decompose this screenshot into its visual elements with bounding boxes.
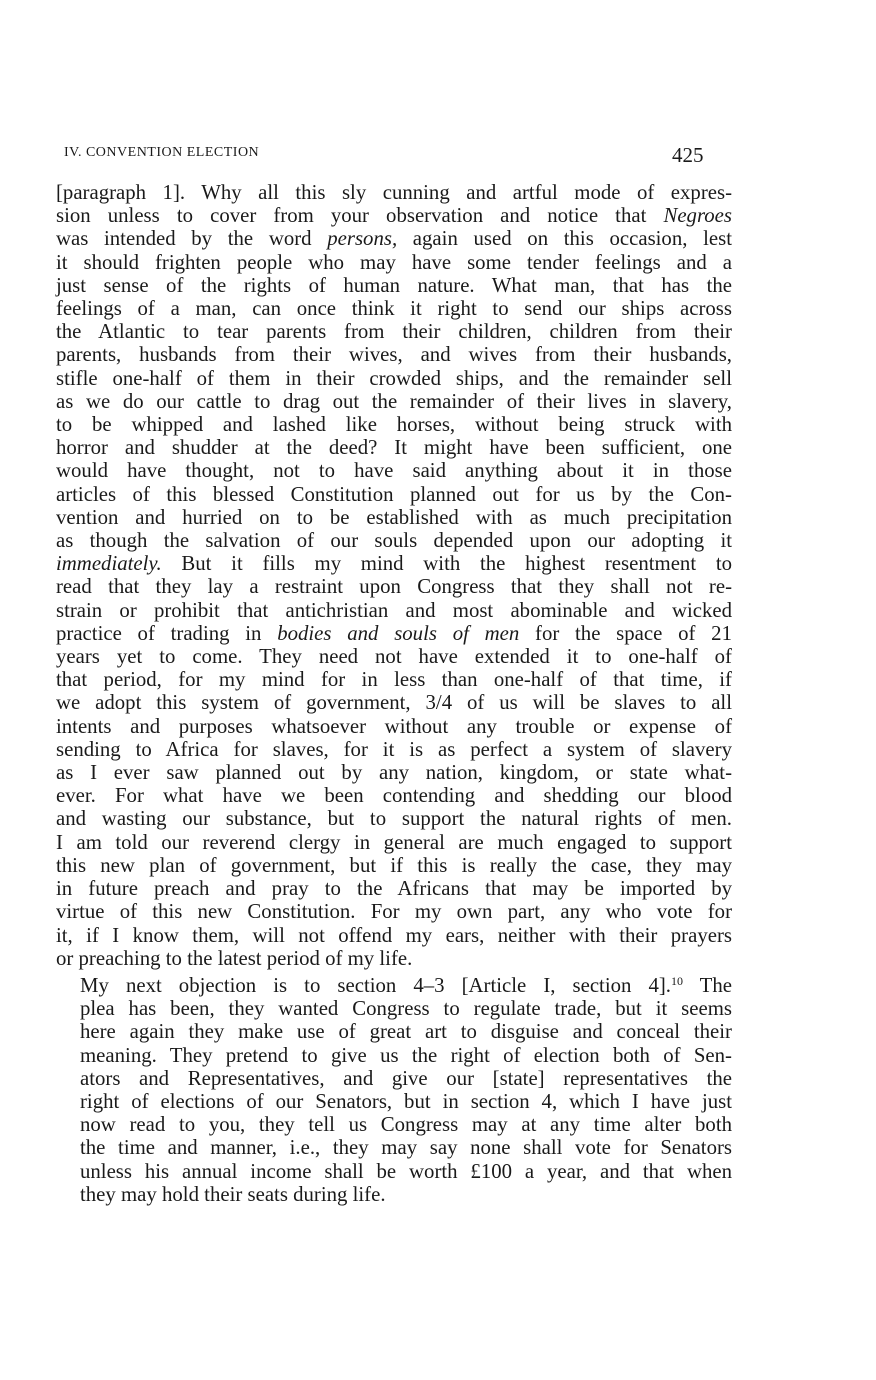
- text-segment: was intended by the word: [56, 227, 328, 251]
- text-segment: ators and Representatives, and give our [state] representatives the: [80, 1066, 732, 1090]
- text-line: [56, 227, 732, 250]
- text-segment: sending to Africa for slaves, for it is as perfect a system of slavery: [56, 737, 732, 761]
- text-line: [56, 274, 732, 297]
- text-segment: parents, husbands from their wives, and wives from their husbands,: [56, 343, 732, 367]
- text-line: [56, 413, 732, 436]
- text-line: [56, 1020, 732, 1043]
- text-segment: practice of trading in: [56, 621, 278, 645]
- text-segment: as we do our cattle to drag out the remainder of their lives in slavery,: [56, 389, 732, 413]
- text-line: [56, 1160, 732, 1183]
- text-line: [56, 974, 732, 997]
- italic-text: persons,: [327, 227, 398, 251]
- text-line: [56, 668, 732, 691]
- text-line: [56, 924, 732, 947]
- text-line: [56, 1067, 732, 1090]
- text-segment: strain or prohibit that antichristian and most abominable and wicked: [56, 598, 732, 622]
- text-line: [56, 622, 732, 645]
- text-segment: and wasting our substance, but to support the natural rights of men.: [56, 807, 732, 831]
- text-line: [56, 459, 732, 482]
- text-line: [56, 854, 732, 877]
- text-segment: plea has been, they wanted Congress to regulate trade, but it seems: [80, 997, 732, 1021]
- text-segment: The: [683, 973, 733, 997]
- text-line: [56, 1136, 732, 1159]
- text-line: [56, 483, 732, 506]
- text-segment: stifle one-half of them in their crowded ships, and the remainder sell: [56, 366, 732, 390]
- text-line: [56, 1044, 732, 1067]
- text-segment: sion unless to cover from your observation and notice that: [56, 204, 664, 228]
- text-line: [56, 997, 732, 1020]
- text-line: [56, 552, 732, 575]
- text-line: [56, 506, 732, 529]
- text-segment: as I ever saw planned out by any nation, kingdom, or state what-: [56, 761, 732, 785]
- text-segment: feelings of a man, can once think it right to send our ships across: [56, 297, 732, 321]
- text-segment: the Atlantic to tear parents from their children, children from their: [56, 320, 732, 344]
- text-line: [56, 715, 732, 738]
- text-line: [56, 1113, 732, 1136]
- text-segment: would have thought, not to have said anything about it in those: [56, 459, 732, 483]
- text-segment: we adopt this system of government, 3/4 of us will be slaves to all: [56, 691, 732, 715]
- text-line: [56, 390, 732, 413]
- text-segment: they may hold their seats during life.: [80, 1182, 386, 1206]
- text-segment: here again they make use of great art to disguise and conceal their: [80, 1020, 732, 1044]
- text-line: [56, 877, 732, 900]
- text-segment: unless his annual income shall be worth £100 a year, and that when: [80, 1159, 732, 1183]
- text-line: [56, 738, 732, 761]
- text-segment: just sense of the rights of human nature. What man, that has the: [56, 273, 732, 297]
- page-number: 425: [672, 143, 704, 167]
- text-line: [56, 900, 732, 923]
- text-segment: in future preach and pray to the Africans that may be imported by: [56, 877, 732, 901]
- text-segment: this new plan of government, but if this is really the case, they may: [56, 853, 732, 877]
- text-segment: as though the salvation of our souls depended upon our adopting it: [56, 529, 732, 553]
- text-line: [56, 831, 732, 854]
- text-segment: right of elections of our Senators, but in section 4, which I have just: [80, 1089, 732, 1113]
- text-segment: meaning. They pretend to give us the right of election both of Sen-: [80, 1043, 732, 1067]
- text-line: [56, 529, 732, 552]
- text-segment: My next objection is to section 4–3 [Article I, section 4].: [80, 973, 671, 997]
- text-segment: intents and purposes whatsoever without any trouble or expense of: [56, 714, 732, 738]
- italic-text: immediately.: [56, 552, 162, 576]
- text-segment: to be whipped and lashed like horses, without being struck with: [56, 413, 732, 437]
- text-line: [56, 367, 732, 390]
- text-line: [56, 343, 732, 366]
- text-line: [56, 1090, 732, 1113]
- text-line: [56, 251, 732, 274]
- text-segment: or preaching to the latest period of my life.: [56, 946, 413, 970]
- text-segment: articles of this blessed Constitution planned out for us by the Con-: [56, 482, 732, 506]
- text-segment: again used on this occasion, lest: [397, 227, 732, 251]
- text-line: [56, 947, 732, 970]
- text-segment: now read to you, they tell us Congress may at any time alter both: [80, 1113, 732, 1137]
- text-line: [56, 320, 732, 343]
- text-segment: I am told our reverend clergy in general are much engaged to support: [56, 830, 732, 854]
- text-segment: virtue of this new Constitution. For my own part, any who vote for: [56, 900, 732, 924]
- text-segment: horror and shudder at the deed? It might have been sufficient, one: [56, 436, 732, 460]
- text-line: [56, 784, 732, 807]
- text-segment: read that they lay a restraint upon Congress that they shall not re-: [56, 575, 732, 599]
- text-segment: for the space of 21: [519, 621, 732, 645]
- text-line: [56, 181, 732, 204]
- text-segment: But it fills my mind with the highest resentment to: [161, 552, 732, 576]
- paragraph-2: [56, 974, 732, 1206]
- text-line: [56, 1183, 732, 1206]
- text-line: [56, 761, 732, 784]
- text-segment: it should frighten people who may have some tender feelings and a: [56, 250, 732, 274]
- text-segment: [paragraph 1]. Why all this sly cunning and artful mode of expres-: [56, 181, 732, 204]
- text-segment: ever. For what have we been contending and shedding our blood: [56, 784, 732, 808]
- text-line: [56, 204, 732, 227]
- running-head: IV. CONVENTION ELECTION: [64, 145, 260, 160]
- footnote-marker: 10: [671, 973, 683, 988]
- text-segment: years yet to come. They need not have extended it to one-half of: [56, 645, 732, 669]
- text-segment: that period, for my mind for in less than one-half of that time, if: [56, 668, 732, 692]
- text-line: [56, 436, 732, 459]
- text-segment: it, if I know them, will not offend my ears, neither with their prayers: [56, 923, 732, 947]
- text-line: [56, 807, 732, 830]
- italic-text: Negroes: [663, 204, 732, 228]
- text-line: [56, 599, 732, 622]
- text-segment: vention and hurried on to be established with as much precipitation: [56, 505, 732, 529]
- paragraph-1: [56, 181, 732, 970]
- body-text: [56, 181, 732, 1206]
- text-segment: the time and manner, i.e., they may say none shall vote for Senators: [80, 1136, 732, 1160]
- italic-text: bodies and souls of men: [277, 621, 520, 645]
- text-line: [56, 691, 732, 714]
- text-line: [56, 297, 732, 320]
- text-line: [56, 645, 732, 668]
- text-line: [56, 575, 732, 598]
